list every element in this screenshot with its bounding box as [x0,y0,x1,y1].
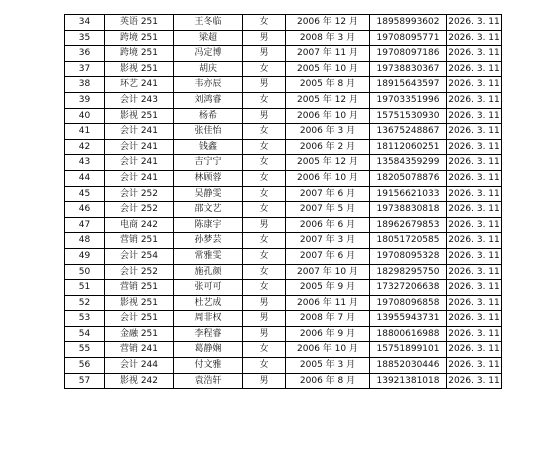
class-cell: 会计 244 [105,358,174,374]
phone-cell: 19708095328 [370,248,447,264]
student-name-cell: 梁超 [174,30,243,46]
birth-date-cell: 2005 年 12 月 [286,92,370,108]
phone-cell: 17327206638 [370,280,447,296]
row-number-cell: 55 [65,342,105,358]
date-cell: 2026. 3. 11 [447,217,502,233]
row-number-cell: 45 [65,186,105,202]
row-number-cell: 49 [65,248,105,264]
class-cell: 电商 242 [105,217,174,233]
date-cell: 2026. 3. 11 [447,46,502,62]
table-row [65,124,502,140]
class-cell: 英语 251 [105,15,174,31]
row-number-cell: 36 [65,46,105,62]
phone-cell: 15751899101 [370,342,447,358]
row-number-cell: 53 [65,311,105,327]
gender-cell: 女 [243,233,286,249]
birth-date-cell: 2006 年 11 月 [286,295,370,311]
date-cell: 2026. 3. 11 [447,233,502,249]
student-name-cell: 周非权 [174,311,243,327]
date-cell: 2026. 3. 11 [447,155,502,171]
date-cell: 2026. 3. 11 [447,311,502,327]
phone-cell: 13955943731 [370,311,447,327]
student-name-cell: 付文雅 [174,358,243,374]
phone-cell: 18298295750 [370,264,447,280]
class-cell: 影视 251 [105,61,174,77]
date-cell: 2026. 3. 11 [447,248,502,264]
phone-cell: 15751530930 [370,108,447,124]
table-row [65,217,502,233]
gender-cell: 女 [243,15,286,31]
row-number-cell: 52 [65,295,105,311]
class-cell: 会计 241 [105,155,174,171]
birth-date-cell: 2005 年 8 月 [286,77,370,93]
gender-cell: 男 [243,326,286,342]
date-cell: 2026. 3. 11 [447,92,502,108]
date-cell: 2026. 3. 11 [447,15,502,31]
table-row [65,311,502,327]
phone-cell: 18915643597 [370,77,447,93]
birth-date-cell: 2006 年 10 月 [286,170,370,186]
row-number-cell: 39 [65,92,105,108]
birth-date-cell: 2006 年 6 月 [286,217,370,233]
birth-date-cell: 2006 年 10 月 [286,108,370,124]
student-name-cell: 张佳怡 [174,124,243,140]
student-name-cell: 刘鸿睿 [174,92,243,108]
birth-date-cell: 2008 年 7 月 [286,311,370,327]
birth-date-cell: 2007 年 6 月 [286,186,370,202]
student-name-cell: 李程睿 [174,326,243,342]
phone-cell: 18051720585 [370,233,447,249]
table-row [65,15,502,31]
phone-cell: 13675248867 [370,124,447,140]
gender-cell: 男 [243,77,286,93]
phone-cell: 18958993602 [370,15,447,31]
birth-date-cell: 2006 年 2 月 [286,139,370,155]
birth-date-cell: 2006 年 10 月 [286,342,370,358]
row-number-cell: 56 [65,358,105,374]
student-name-cell: 杜艺成 [174,295,243,311]
birth-date-cell: 2005 年 3 月 [286,358,370,374]
class-cell: 影视 251 [105,108,174,124]
table-row [65,92,502,108]
row-number-cell: 34 [65,15,105,31]
class-cell: 跨境 251 [105,46,174,62]
row-number-cell: 48 [65,233,105,249]
gender-cell: 女 [243,61,286,77]
gender-cell: 男 [243,46,286,62]
table-row [65,326,502,342]
gender-cell: 女 [243,139,286,155]
class-cell: 会计 252 [105,264,174,280]
date-cell: 2026. 3. 11 [447,202,502,218]
date-cell: 2026. 3. 11 [447,295,502,311]
birth-date-cell: 2005 年 10 月 [286,61,370,77]
table-row [65,358,502,374]
document-page [64,14,501,389]
table-row [65,373,502,389]
gender-cell: 女 [243,186,286,202]
gender-cell: 女 [243,124,286,140]
row-number-cell: 51 [65,280,105,296]
date-cell: 2026. 3. 11 [447,61,502,77]
class-cell: 跨境 251 [105,30,174,46]
class-cell: 会计 252 [105,186,174,202]
student-name-cell: 钱鑫 [174,139,243,155]
row-number-cell: 47 [65,217,105,233]
gender-cell: 男 [243,311,286,327]
class-cell: 影视 251 [105,295,174,311]
date-cell: 2026. 3. 11 [447,108,502,124]
table-row [65,46,502,62]
table-row [65,30,502,46]
date-cell: 2026. 3. 11 [447,373,502,389]
birth-date-cell: 2005 年 12 月 [286,155,370,171]
table-row [65,295,502,311]
date-cell: 2026. 3. 11 [447,170,502,186]
table-row [65,342,502,358]
table-row [65,61,502,77]
date-cell: 2026. 3. 11 [447,124,502,140]
student-name-cell: 韦亦辰 [174,77,243,93]
birth-date-cell: 2007 年 5 月 [286,202,370,218]
row-number-cell: 43 [65,155,105,171]
phone-cell: 19738830818 [370,202,447,218]
class-cell: 会计 243 [105,92,174,108]
student-name-cell: 王冬临 [174,15,243,31]
birth-date-cell: 2007 年 10 月 [286,264,370,280]
date-cell: 2026. 3. 11 [447,186,502,202]
student-name-cell: 孙梦芸 [174,233,243,249]
date-cell: 2026. 3. 11 [447,342,502,358]
gender-cell: 女 [243,280,286,296]
row-number-cell: 41 [65,124,105,140]
student-name-cell: 袁浩轩 [174,373,243,389]
class-cell: 营销 241 [105,342,174,358]
student-name-cell: 邵文艺 [174,202,243,218]
class-cell: 会计 241 [105,170,174,186]
gender-cell: 男 [243,108,286,124]
table-row [65,139,502,155]
table-row [65,264,502,280]
birth-date-cell: 2005 年 9 月 [286,280,370,296]
phone-cell: 19703351996 [370,92,447,108]
row-number-cell: 44 [65,170,105,186]
phone-cell: 18112060251 [370,139,447,155]
birth-date-cell: 2006 年 9 月 [286,326,370,342]
class-cell: 营销 251 [105,233,174,249]
row-number-cell: 57 [65,373,105,389]
gender-cell: 男 [243,295,286,311]
class-cell: 影视 242 [105,373,174,389]
student-name-cell: 冯定博 [174,46,243,62]
gender-cell: 女 [243,155,286,171]
row-number-cell: 35 [65,30,105,46]
table-row [65,155,502,171]
birth-date-cell: 2007 年 6 月 [286,248,370,264]
table-row [65,248,502,264]
class-cell: 会计 241 [105,124,174,140]
row-number-cell: 50 [65,264,105,280]
phone-cell: 19156621033 [370,186,447,202]
student-name-cell: 胡庆 [174,61,243,77]
birth-date-cell: 2006 年 3 月 [286,124,370,140]
table-row [65,108,502,124]
class-cell: 会计 241 [105,139,174,155]
gender-cell: 男 [243,30,286,46]
phone-cell: 18962679853 [370,217,447,233]
table-row [65,233,502,249]
student-name-cell: 施孔颜 [174,264,243,280]
date-cell: 2026. 3. 11 [447,30,502,46]
table-row [65,170,502,186]
student-name-cell: 陈康宇 [174,217,243,233]
date-cell: 2026. 3. 11 [447,77,502,93]
row-number-cell: 37 [65,61,105,77]
birth-date-cell: 2008 年 3 月 [286,30,370,46]
phone-cell: 19738830367 [370,61,447,77]
gender-cell: 女 [243,342,286,358]
student-roster-table [64,14,502,389]
gender-cell: 男 [243,217,286,233]
phone-cell: 13584359299 [370,155,447,171]
class-cell: 会计 252 [105,202,174,218]
table-row [65,202,502,218]
table-row [65,77,502,93]
student-name-cell: 常雅雯 [174,248,243,264]
birth-date-cell: 2006 年 12 月 [286,15,370,31]
gender-cell: 女 [243,92,286,108]
student-name-cell: 葛静娴 [174,342,243,358]
student-name-cell: 杨希 [174,108,243,124]
gender-cell: 女 [243,264,286,280]
class-cell: 营销 251 [105,280,174,296]
gender-cell: 女 [243,202,286,218]
student-name-cell: 吴静雯 [174,186,243,202]
class-cell: 会计 251 [105,311,174,327]
date-cell: 2026. 3. 11 [447,280,502,296]
phone-cell: 18852030446 [370,358,447,374]
student-name-cell: 张可可 [174,280,243,296]
birth-date-cell: 2006 年 8 月 [286,373,370,389]
row-number-cell: 40 [65,108,105,124]
birth-date-cell: 2007 年 3 月 [286,233,370,249]
date-cell: 2026. 3. 11 [447,264,502,280]
student-name-cell: 吉宁宁 [174,155,243,171]
table-row [65,186,502,202]
phone-cell: 18205078876 [370,170,447,186]
row-number-cell: 46 [65,202,105,218]
row-number-cell: 38 [65,77,105,93]
date-cell: 2026. 3. 11 [447,139,502,155]
table-row [65,280,502,296]
gender-cell: 女 [243,248,286,264]
date-cell: 2026. 3. 11 [447,358,502,374]
birth-date-cell: 2007 年 11 月 [286,46,370,62]
date-cell: 2026. 3. 11 [447,326,502,342]
class-cell: 金融 251 [105,326,174,342]
gender-cell: 女 [243,358,286,374]
row-number-cell: 54 [65,326,105,342]
phone-cell: 19708097186 [370,46,447,62]
class-cell: 环艺 241 [105,77,174,93]
row-number-cell: 42 [65,139,105,155]
phone-cell: 19708096858 [370,295,447,311]
phone-cell: 18800616988 [370,326,447,342]
student-name-cell: 林顾蓉 [174,170,243,186]
roster-table-body [65,15,502,389]
phone-cell: 13921381018 [370,373,447,389]
class-cell: 会计 254 [105,248,174,264]
gender-cell: 男 [243,373,286,389]
gender-cell: 女 [243,170,286,186]
phone-cell: 19708095771 [370,30,447,46]
